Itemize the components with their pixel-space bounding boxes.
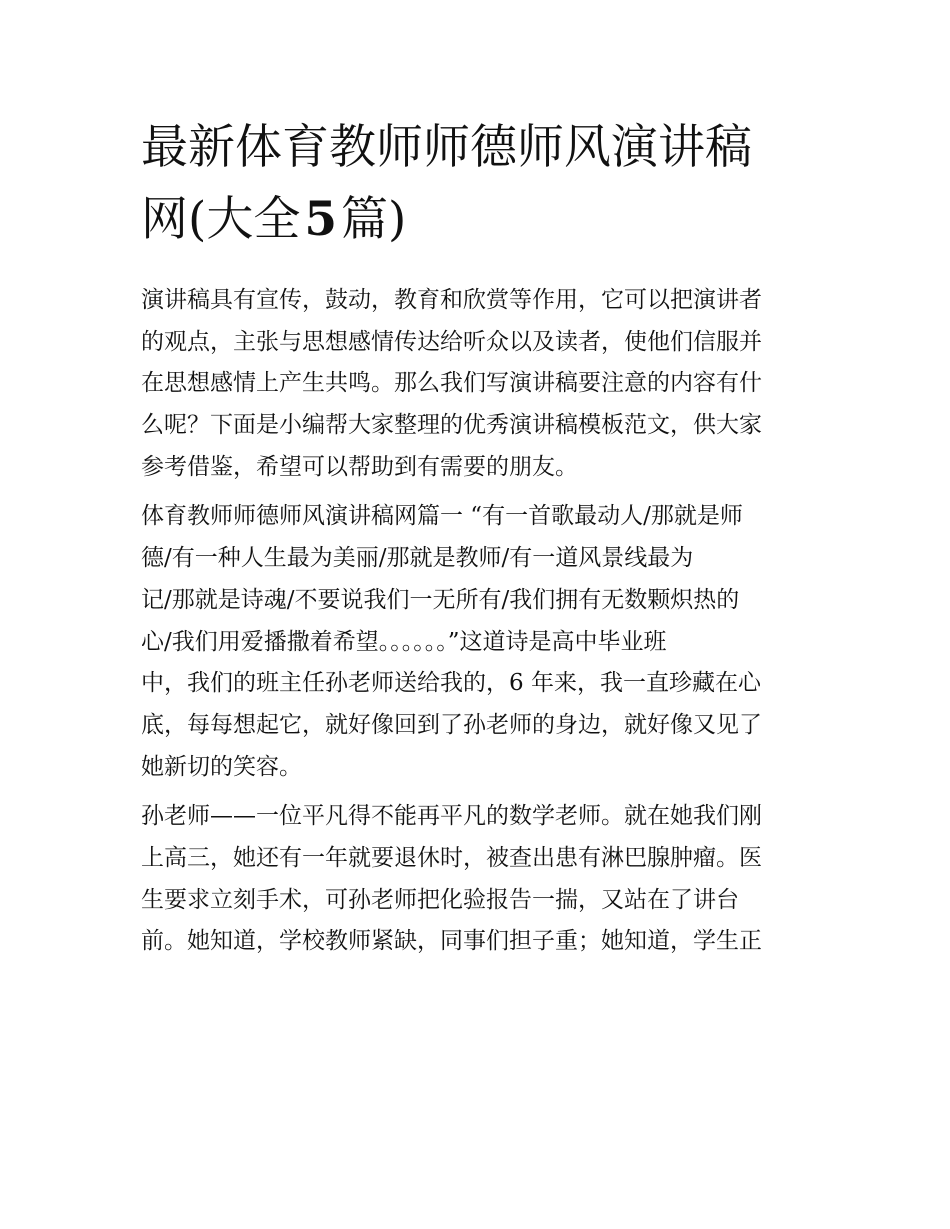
document-title <box>141 112 752 256</box>
title-line-2-prefix: 网(大全 <box>141 192 301 247</box>
text-line: 孙老师——一位平凡得不能再平凡的数学老师。就在她我们刚 <box>141 803 762 830</box>
text-line: 她新切的笑容。 <box>141 753 302 780</box>
text-line: 在思想感情上产生共鸣。那么我们写演讲稿要注意的内容有什 <box>141 370 762 397</box>
paragraph-gap <box>141 788 762 796</box>
text-line: 心/我们用爱播撒着希望。。。。。。”这道诗是高中毕业班 <box>141 628 667 655</box>
title-line-2-suffix: 篇) <box>341 192 407 247</box>
title-line-2 <box>141 184 752 256</box>
text-line: 么呢？下面是小编帮大家整理的优秀演讲稿模板范文，供大家 <box>141 412 762 439</box>
text-line: 上高三，她还有一年就要退休时，被查出患有淋巴腺肿瘤。医 <box>141 844 762 871</box>
text-line: 参考借鉴，希望可以帮助到有需要的朋友。 <box>141 453 578 480</box>
text-line: 底，每每想起它，就好像回到了孙老师的身边，就好像又见了 <box>141 711 762 738</box>
text-line: 体育教师师德师风演讲稿网篇一 “有一首歌最动人/那就是师 <box>141 503 743 530</box>
title-line-2-number: 5 <box>304 192 338 247</box>
text-line: 前。她知道，学校教师紧缺，同事们担子重；她知道，学生正 <box>141 928 762 955</box>
text-line: 德/有一种人生最为美丽/那就是教师/有一道风景线最为 <box>141 545 694 572</box>
text-line: 生要求立刻手术，可孙老师把化验报告一揣，又站在了讲台 <box>141 886 739 913</box>
text-line: 中，我们的班主任孙老师送给我的，6 年来，我一直珍藏在心 <box>141 670 761 697</box>
paragraph-teacher-sun <box>141 796 762 963</box>
title-line-1: 最新体育教师师德师风演讲稿 <box>141 120 752 175</box>
paragraph-intro <box>141 280 762 488</box>
text-line: 的观点，主张与思想感情传达给听众以及读者，使他们信服并 <box>141 328 762 355</box>
paragraph-gap <box>141 488 762 496</box>
text-line: 记/那就是诗魂/不要说我们一无所有/我们拥有无数颗炽热的 <box>141 586 740 613</box>
document-body <box>141 280 762 963</box>
paragraph-part-one <box>141 496 762 788</box>
text-line: 演讲稿具有宣传，鼓动，教育和欣赏等作用，它可以把演讲者 <box>141 287 762 313</box>
